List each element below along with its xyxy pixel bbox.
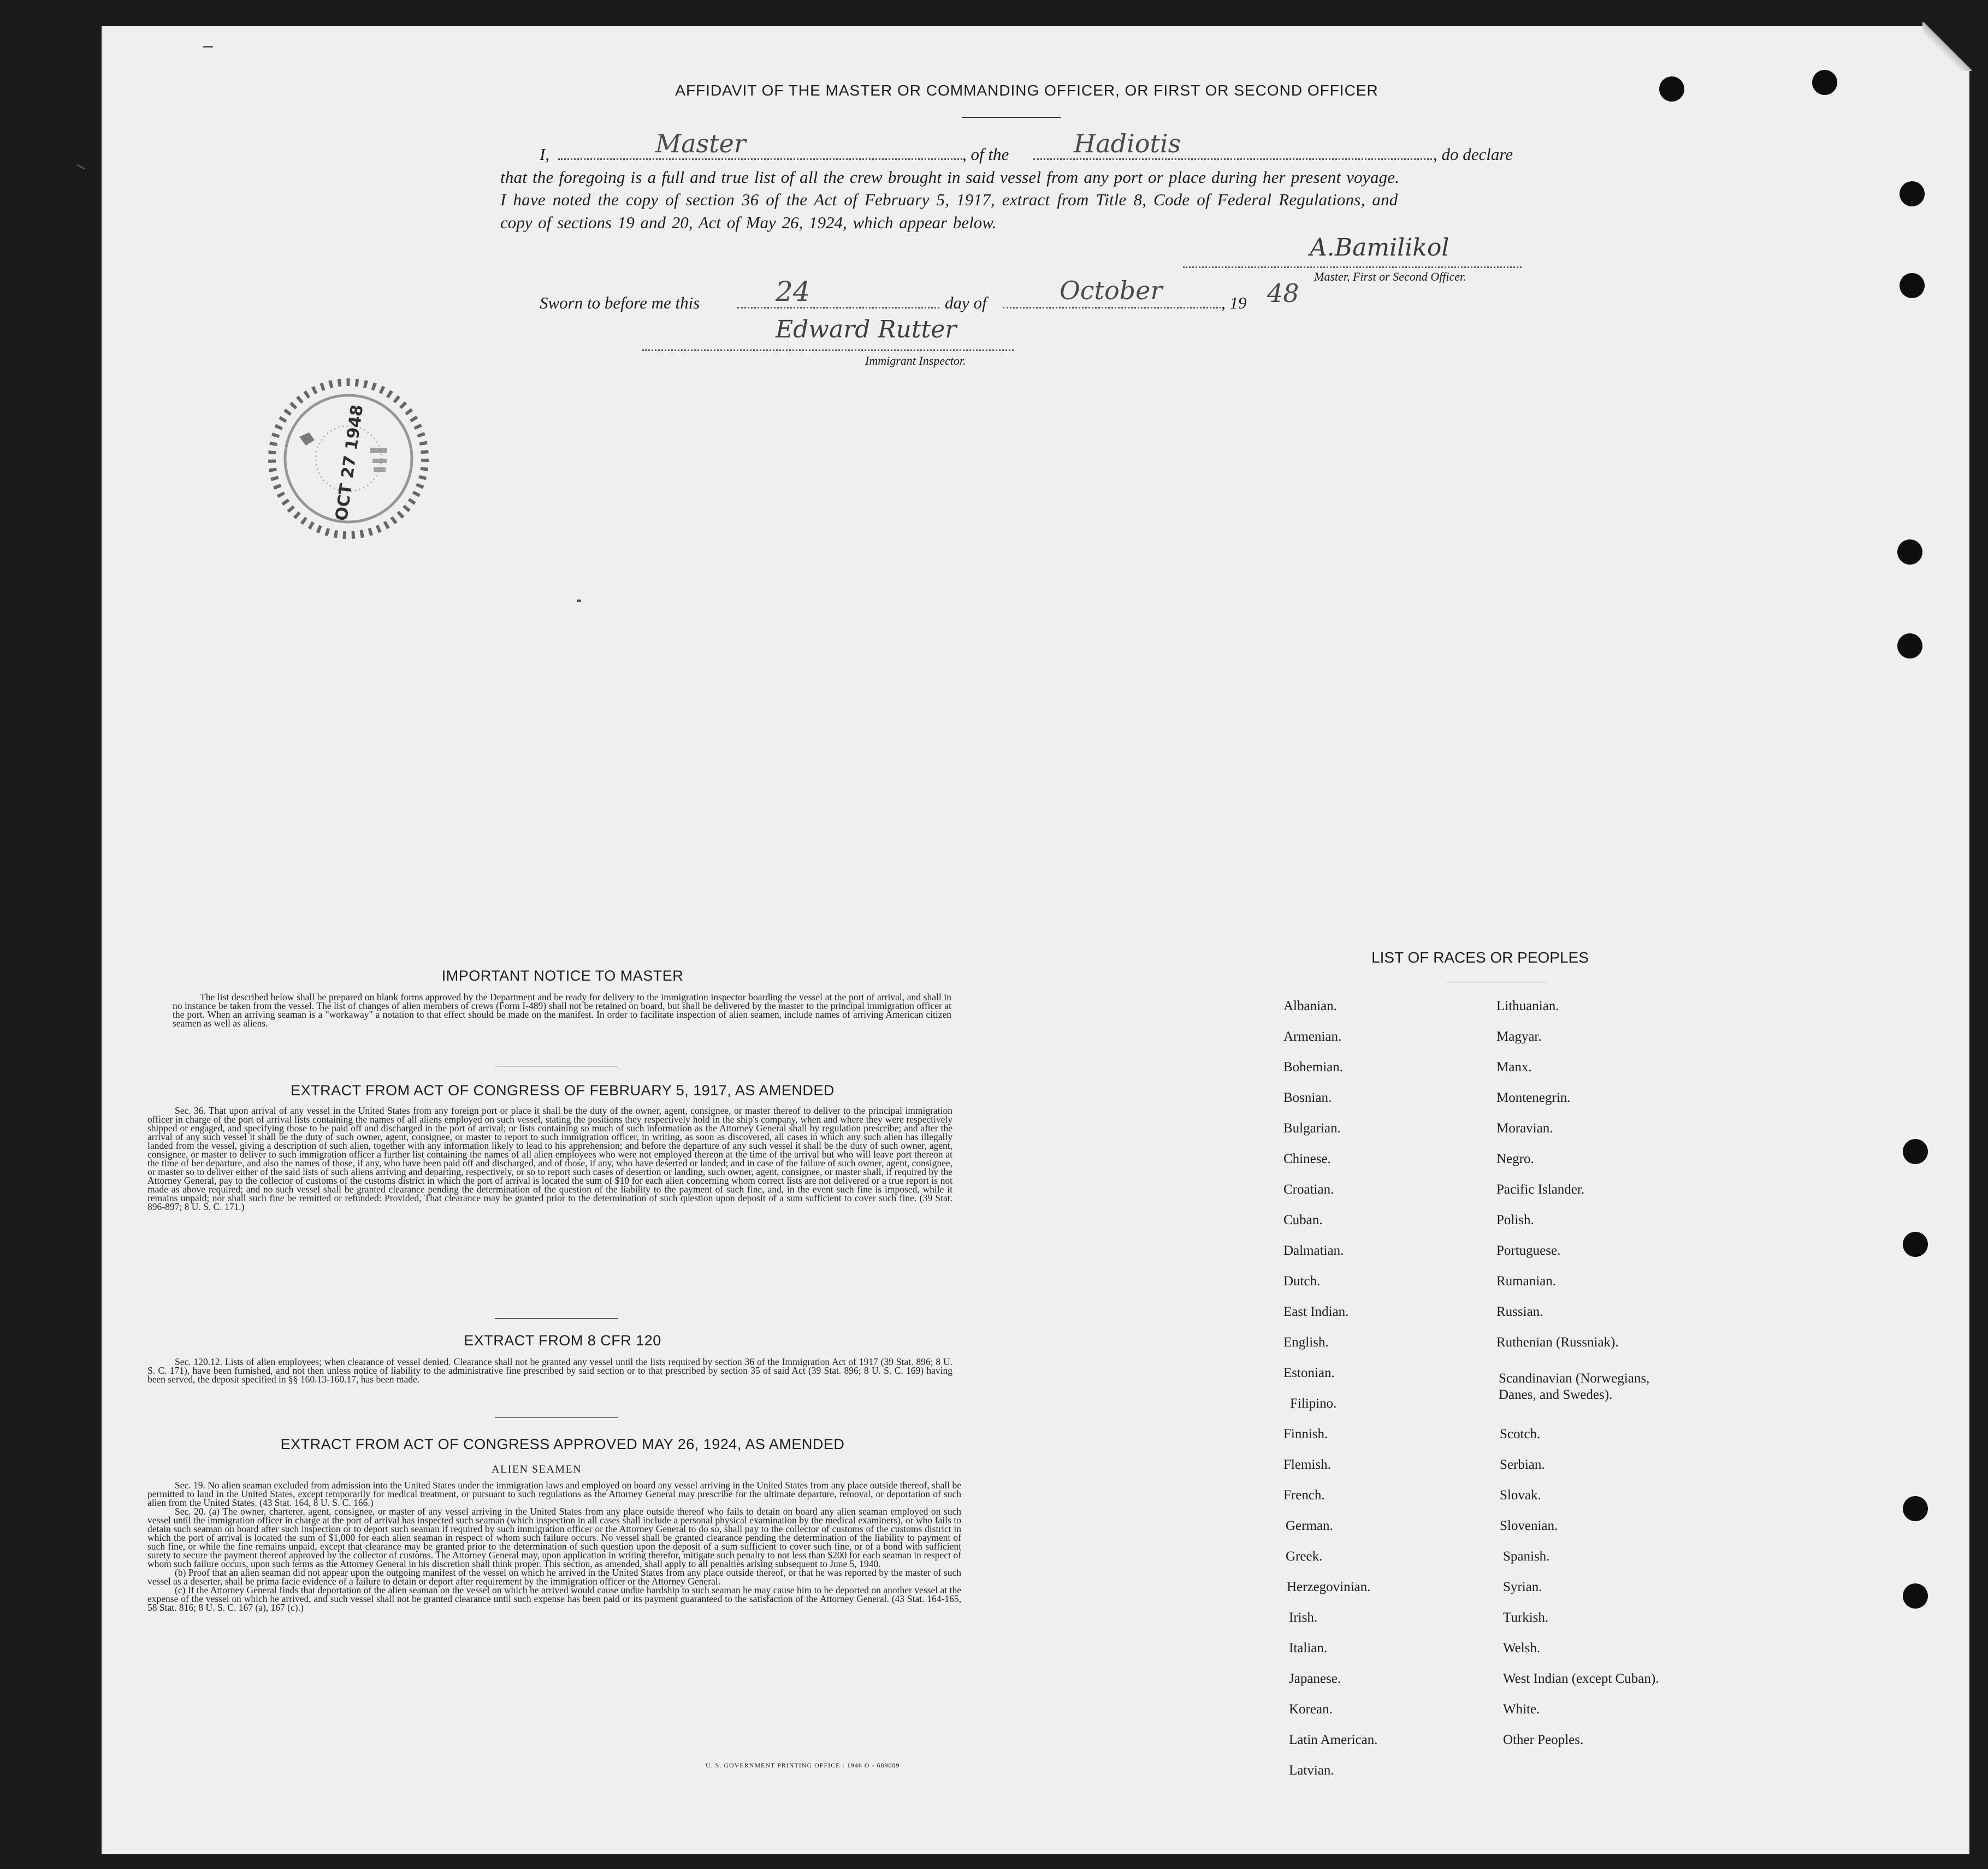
declare-suffix: , do declare: [1433, 145, 1513, 164]
race-item: Latin American.: [1289, 1732, 1378, 1747]
filled-vessel-name: Hadiotis: [1074, 129, 1181, 158]
notice-body: [173, 993, 951, 1028]
race-item: Chinese.: [1283, 1152, 1331, 1166]
punch-hole: [1659, 76, 1684, 102]
race-item: Latvian.: [1289, 1763, 1334, 1778]
race-item: English.: [1283, 1335, 1329, 1350]
race-item: Turkish.: [1503, 1610, 1549, 1625]
race-item: Bohemian.: [1283, 1060, 1344, 1075]
race-item: Croatian.: [1283, 1182, 1334, 1197]
stamp-date: OCT 27 1948: [332, 404, 368, 522]
date-stamp: [261, 371, 436, 546]
section-20c-paragraph: (c) If the Attorney General finds that deportation of the alien seaman on the vessel on which he arrived would cause undue hardship to such seaman he may cause him to be deported on another vessel at the expense of the vessel on which he arrived, and such vessel shall not be granted clearance until such expense has been paid or its payment guaranteed to the satisfaction of the Attorney General. (43 Stat. 164-165, 58 Stat. 816; 8 U. S. C. 167 (a), 167 (c).): [147, 1585, 961, 1613]
race-item: Scotch.: [1500, 1427, 1541, 1441]
race-item: Albanian.: [1283, 999, 1337, 1013]
race-item: Herzegovinian.: [1287, 1580, 1371, 1594]
races-heading: LIST OF RACES OR PEOPLES: [1371, 949, 1589, 966]
race-item: Irish.: [1289, 1610, 1318, 1625]
extract-cfr-body: [147, 1357, 952, 1384]
extract-1917-rule: [495, 1318, 618, 1319]
race-item: Magyar.: [1496, 1029, 1542, 1044]
speck: [76, 164, 85, 170]
notice-paragraph: The list described below shall be prepared on blank forms approved by the Department and be ready for delivery to the immigration inspector boarding the vessel at the port of arrival, and shall in no instance be taken from the vessel. The list of changes of alien members of crews (Form I-489) shall not be retained on board, but shall be delivered by the master to the principal immigration officer at the port. When an arriving seaman is a "workaway" a notation to that effect should be made on the manifest. In order to facilitate inspection of alien seamen, include names of arriving American citizen seamen as well as aliens.: [173, 992, 951, 1029]
section-36-paragraph: Sec. 36. That upon arrival of any vessel in the United States from any foreign port or place it shall be the duty of the owner, agent, consignee, or master thereof to deliver to the principal immigration officer in charge of the port of arrival lists containing the names of all aliens employed on such vessel, stating the positions they respectively hold in the ship's company, when and where they were respectively shipped or engaged, and specifying those to be paid off and discharged in the port of arrival; or lists containing so much of such information as the Attorney General shall by regulation prescribe; and after the arrival of any such vessel it shall be the duty of such owner, agent, consignee, or master to report to such immigration officer, in writing, as soon as discovered, all cases in which any such alien has illegally landed from the vessel, giving a description of such alien, together with any information likely to lead to his apprehension; and before the departure of any such vessel it shall be the duty of such owner, agent, consignee, or master to deliver to such immigration officer a further list containing the names of all alien employees who were not employed thereon at the time of the arrival but who will leave port thereon at the time of her departure, and also the names of those, if any, who have been paid off and discharged, and of those, if any, who have deserted or landed; and in case of the failure of such owner, agent, consignee, or master so to deliver either of the said lists of such aliens arriving and departing, respectively, or so to report such cases of desertion or landing, such owner, agent, consignee, or master shall, if required by the Attorney General, pay to the collector of customs of the customs district in which the port of arrival is located the sum of $10 for each alien concerning whom correct lists are not delivered or a true report is not made as above required; and no such vessel shall be granted clearance pending the determination of the question of the liability to the payment of such fine, and, in the event such fine is imposed, while it remains unpaid; nor shall such fine be remitted or refunded: Provided, That clearance may be granted prior to the determination of such question upon deposit of a sum sufficient to cover such fine. (39 Stat. 896-897; 8 U. S. C. 171.): [147, 1105, 952, 1212]
race-item: Japanese.: [1289, 1671, 1341, 1686]
punch-hole: [1897, 539, 1922, 565]
race-item: Armenian.: [1283, 1029, 1342, 1044]
punch-hole: [1903, 1139, 1928, 1164]
race-item: Greek.: [1286, 1549, 1323, 1564]
race-item: Flemish.: [1283, 1457, 1331, 1472]
race-item: Russian.: [1496, 1304, 1543, 1319]
speck: [577, 600, 581, 602]
declaration-line-3: I have noted the copy of section 36 of the Act of February 5, 1917, extract from Title 8, Code of Federal Regulations, and: [500, 190, 1398, 209]
race-item: Finnish.: [1283, 1427, 1328, 1441]
race-item: Cuban.: [1283, 1213, 1323, 1227]
extract-1924-heading: EXTRACT FROM ACT OF CONGRESS APPROVED MAY 26, 1924, AS AMENDED: [280, 1436, 845, 1452]
race-item: Moravian.: [1496, 1121, 1553, 1136]
race-item: Dalmatian.: [1283, 1243, 1344, 1258]
race-item: Italian.: [1289, 1641, 1328, 1656]
race-item: Scandinavian (Norwegians, Danes, and Swedes).: [1499, 1371, 1650, 1402]
race-item: Filipino.: [1290, 1396, 1337, 1411]
punch-hole: [1897, 633, 1922, 658]
filled-day: 24: [776, 276, 810, 307]
vessel-name-line: [1033, 158, 1432, 160]
race-item: Dutch.: [1283, 1274, 1321, 1289]
race-item: Spanish.: [1503, 1549, 1550, 1564]
punch-hole: [1903, 1496, 1928, 1521]
declaration-line-4: copy of sections 19 and 20, Act of May 26, 1924, which appear below.: [500, 213, 997, 232]
extract-1917-body: [147, 1106, 952, 1211]
race-item: Montenegrin.: [1496, 1090, 1571, 1105]
race-item: Slovak.: [1500, 1488, 1541, 1503]
punch-hole: [1903, 1232, 1928, 1257]
race-item: Rumanian.: [1496, 1274, 1557, 1289]
punch-hole: [1812, 70, 1837, 95]
day-line: [737, 307, 939, 308]
punch-hole: [1900, 273, 1925, 298]
section-20b-paragraph: (b) Proof that an alien seaman did not appear upon the outgoing manifest of the vessel on which he arrived in the United States from any place outside thereof, or that he was reported by the master of such vessel as a deserter, shall be prima facie evidence of a failure to detain or deport after requirement by the immigration officer or the Attorney General.: [147, 1567, 961, 1587]
race-item: Negro.: [1496, 1152, 1534, 1166]
alien-seamen-subheading: ALIEN SEAMEN: [492, 1463, 582, 1475]
affidavit-title: AFFIDAVIT OF THE MASTER OR COMMANDING OFFICER, OR FIRST OR SECOND OFFICER: [675, 82, 1378, 99]
race-item: Manx.: [1496, 1060, 1532, 1075]
printing-office-imprint: U. S. GOVERNMENT PRINTING OFFICE : 1946 O - 689089: [706, 1761, 900, 1769]
section-19-paragraph: Sec. 19. No alien seaman excluded from admission into the United States under the immigration laws and employed on board any vessel arriving in the United States from any place outside thereof, shall be permitted to land in the United States, except temporarily for medical treatment, or pursuant to such regulations as the Attorney General may prescribe for the ultimate departure, removal, or deportation of such alien from the United States. (43 Stat. 164, 8 U. S. C. 166.): [147, 1480, 961, 1508]
race-item: West Indian (except Cuban).: [1503, 1671, 1659, 1686]
inspector-signature: Edward Rutter: [776, 316, 957, 343]
section-20a-paragraph: Sec. 20. (a) The owner, charterer, agent, consignee, or master of any vessel arriving in the United States from any place outside thereof who fails to detain on board any alien seaman employed on such vessel until the immigration officer in charge at the port of arrival has inspected such seaman (which inspection in all cases shall include a personal physical examination by the medical examiners), or who fails to detain such seaman on board after such inspection or to deport such seaman if required by such immigration officer or the Attorney General to do so, shall pay to the collector of customs of the customs district in which the port of arrival is located the sum of $1,000 for each alien seaman in respect of whom such failure occurs. No vessel shall be granted clearance pending the determination of the liability to payment of such fine, or while the fine remains unpaid, except that clearance may be granted prior to the determination of such question upon the deposit of a sum sufficient to cover such fine, or of a bond with sufficient surety to secure the payment thereof approved by the collector of customs. The Attorney General may, upon application in writing therefor, mitigate such penalty to not less than $200 for each seaman in respect of whom such failure occurs, upon such terms as the Attorney General in his discretion shall think proper. This section, as amended, shall apply to all penalties arising subsequent to June 5, 1940.: [147, 1506, 961, 1569]
race-item: Bosnian.: [1283, 1090, 1332, 1105]
race-item: Estonian.: [1283, 1366, 1335, 1380]
race-item: Lithuanian.: [1496, 999, 1559, 1013]
master-signature-line: [1183, 266, 1522, 268]
race-item: Pacific Islander.: [1496, 1182, 1585, 1197]
torn-corner: [1922, 22, 1972, 71]
sworn-prefix: Sworn to before me this: [540, 293, 700, 312]
month-line: [1003, 307, 1221, 308]
race-item: Serbian.: [1500, 1457, 1545, 1472]
race-item: Syrian.: [1503, 1580, 1542, 1594]
inspector-caption: Immigrant Inspector.: [865, 354, 966, 367]
punch-hole: [1903, 1583, 1928, 1609]
year-prefix: , 19: [1221, 293, 1247, 312]
inspector-signature-line: [642, 349, 1014, 351]
declare-prefix: I,: [540, 145, 550, 164]
master-title-line: [558, 158, 962, 160]
declare-mid: , of the: [962, 145, 1009, 164]
punch-hole: [1900, 181, 1925, 206]
race-item: White.: [1503, 1702, 1540, 1717]
race-item: Other Peoples.: [1503, 1732, 1584, 1747]
race-item: Korean.: [1289, 1702, 1333, 1717]
race-item: French.: [1283, 1488, 1325, 1503]
extract-cfr-heading: EXTRACT FROM 8 CFR 120: [464, 1332, 661, 1349]
filled-year: 48: [1267, 278, 1299, 308]
extract-1924-body: [147, 1481, 961, 1612]
race-item: Slovenian.: [1500, 1518, 1558, 1533]
notice-heading: IMPORTANT NOTICE TO MASTER: [441, 968, 684, 984]
race-item: Portuguese.: [1496, 1243, 1561, 1258]
master-signature: A.Bamilikol: [1310, 234, 1449, 262]
race-item: Welsh.: [1503, 1641, 1541, 1656]
race-item: German.: [1286, 1518, 1333, 1533]
race-item: East Indian.: [1283, 1304, 1349, 1319]
sworn-day-label: day of: [945, 293, 987, 312]
master-caption: Master, First or Second Officer.: [1314, 270, 1466, 283]
race-item: Ruthenian (Russniak).: [1496, 1335, 1619, 1350]
section-120-12-paragraph: Sec. 120.12. Lists of alien employees; when clearance of vessel denied. Clearance shall not be granted any vessel until the lists required by section 36 of the Immigration Act of 1917 (39 Stat. 896; 8 U. S. C. 171), have been furnished, and not then unless notice of liability to the administrative fine prescribed by said section or to that prescribed by section 35 of said Act (39 Stat. 896; 8 U. S. C. 169) having been served, the deposit specified in §§ 160.13-160.17, has been made.: [147, 1356, 952, 1385]
race-item: Polish.: [1496, 1213, 1534, 1227]
speck: [203, 46, 213, 48]
filled-master-title: Master: [655, 129, 746, 158]
extract-cfr-rule: [495, 1417, 618, 1418]
race-item: Bulgarian.: [1283, 1121, 1341, 1136]
extract-1917-heading: EXTRACT FROM ACT OF CONGRESS OF FEBRUARY 5, 1917, AS AMENDED: [291, 1082, 835, 1099]
title-rule: [962, 117, 1061, 118]
filled-month: October: [1060, 276, 1163, 305]
declaration-line-2: that the foregoing is a full and true list of all the crew brought in said vessel from any port or place during her present voyage.: [500, 168, 1400, 187]
